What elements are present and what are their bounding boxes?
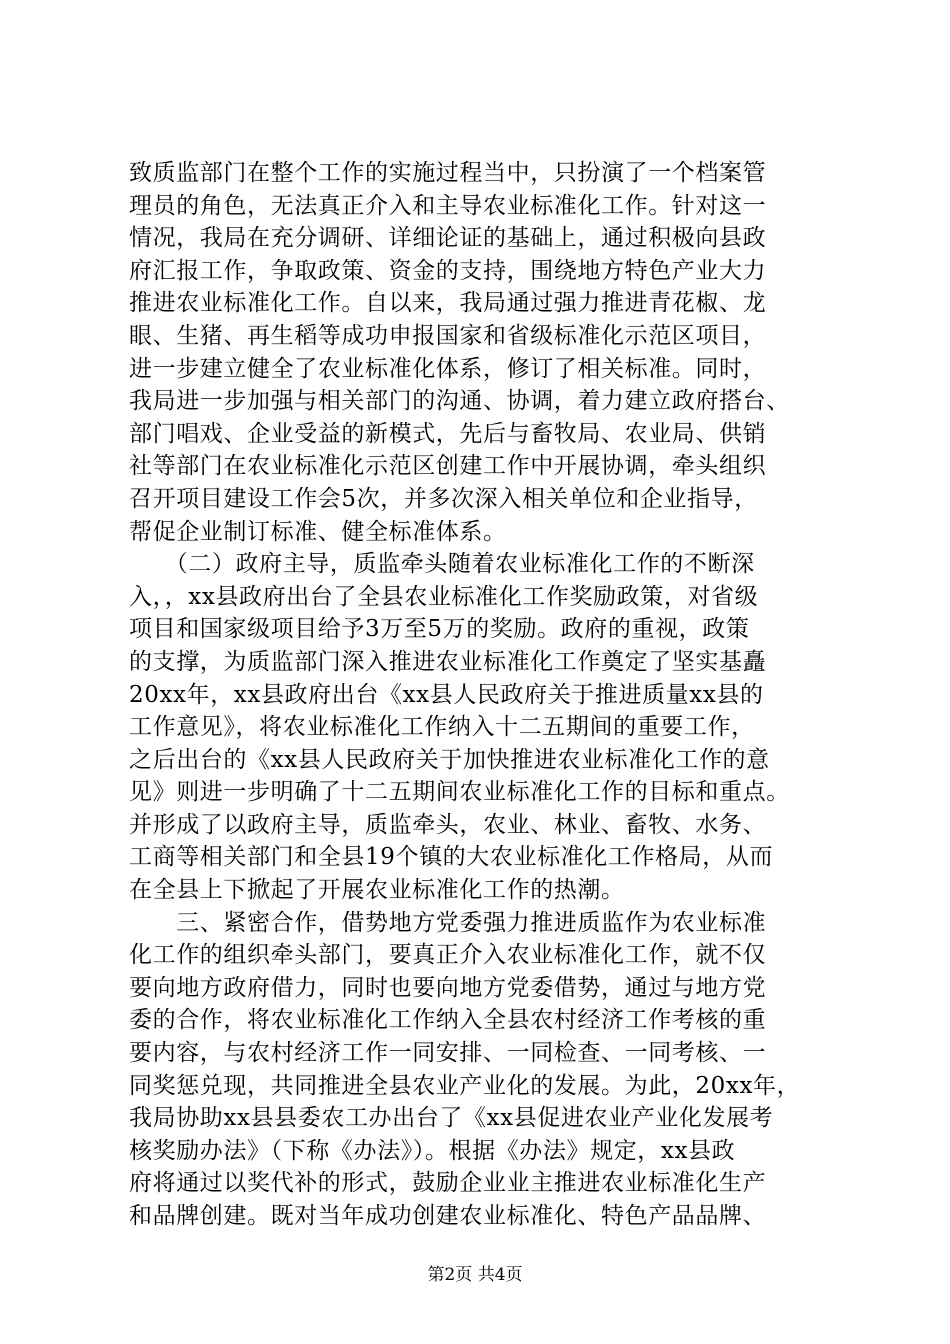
text-line: 进一步建立健全了农业标准化体系，修订了相关标准。同时， (129, 355, 767, 382)
text-line: 要向地方政府借力，同时也要向地方党委借势，通过与地方党 (129, 974, 767, 1001)
text-line: 部门唱戏、企业受益的新模式，先后与畜牧局、农业局、供销 (129, 420, 767, 447)
text-line: 帮促企业制订标准、健全标准体系。 (129, 518, 507, 545)
text-line: 在全县上下掀起了开展农业标准化工作的热潮。 (129, 877, 625, 904)
text-line: 理员的角色，无法真正介入和主导农业标准化工作。针对这一 (129, 192, 767, 219)
text-line: 眼、生猪、再生稻等成功申报国家和省级标准化示范区项目， (129, 322, 767, 349)
text-line: 见》则进一步明确了十二五期间农业标准化工作的目标和重点。 (129, 779, 790, 806)
page-number-label: 第2页 共4页 (427, 1265, 523, 1285)
text-line: 情况，我局在充分调研、详细论证的基础上，通过积极向县政 (129, 225, 767, 252)
text-line: 并形成了以政府主导，质监牵头，农业、林业、畜牧、水务、 (129, 811, 767, 838)
page-footer (0, 1265, 950, 1285)
text-line: 我局进一步加强与相关部门的沟通、协调，着力建立政府搭台、 (129, 388, 790, 415)
text-line: 的支撑，为质监部门深入推进农业标准化工作奠定了坚实基矗 (129, 648, 767, 675)
text-line: 委的合作，将农业标准化工作纳入全县农村经济工作考核的重 (129, 1007, 767, 1034)
document-body (129, 157, 829, 1233)
text-line: 要内容，与农村经济工作一同安排、一同检查、一同考核、一 (129, 1040, 767, 1067)
text-line: 府将通过以奖代补的形式，鼓励企业业主推进农业标准化生产 (129, 1170, 767, 1197)
text-line: 之后出台的《xx县人民政府关于加快推进农业标准化工作的意 (129, 746, 770, 773)
text-line: 我局协助xx县县委农工办出台了《xx县促进农业产业化发展考 (129, 1105, 774, 1132)
text-line: 推进农业标准化工作。自以来，我局通过强力推进青花椒、龙 (129, 290, 767, 317)
text-line: 召开项目建设工作会5次，并多次深入相关单位和企业指导， (129, 485, 758, 512)
text-line: 项目和国家级项目给予3万至5万的奖励。政府的重视，政策 (129, 616, 750, 643)
text-line: （二）政府主导，质监牵头随着农业标准化工作的不断深 (129, 551, 755, 578)
text-line: 化工作的组织牵头部门，要真正介入农业标准化工作，就不仅 (129, 942, 767, 969)
text-line: 20xx年，xx县政府出台《xx县人民政府关于推进质量xx县的 (129, 681, 764, 708)
text-line: 同奖惩兑现，共同推进全县农业产业化的发展。为此，20xx年， (129, 1072, 801, 1099)
text-line: 社等部门在农业标准化示范区创建工作中开展协调，牵头组织 (129, 453, 767, 480)
text-line: 和品牌创建。既对当年成功创建农业标准化、特色产品品牌、 (129, 1203, 767, 1229)
text-line: 工作意见》，将农业标准化工作纳入十二五期间的重要工作， (129, 714, 755, 741)
text-line: 入，，xx县政府出台了全县农业标准化工作奖励政策，对省级 (129, 583, 759, 610)
text-line: 工商等相关部门和全县19个镇的大农业标准化工作格局，从而 (129, 844, 774, 871)
text-line: 三、紧密合作，借势地方党委强力推进质监作为农业标准 (129, 909, 767, 936)
text-line: 核奖励办法》（下称《办法》）。根据《办法》规定，xx县政 (129, 1137, 736, 1164)
text-line: 府汇报工作，争取政策、资金的支持，围绕地方特色产业大力 (129, 257, 767, 284)
text-line: 致质监部门在整个工作的实施过程当中，只扮演了一个档案管 (129, 160, 767, 186)
